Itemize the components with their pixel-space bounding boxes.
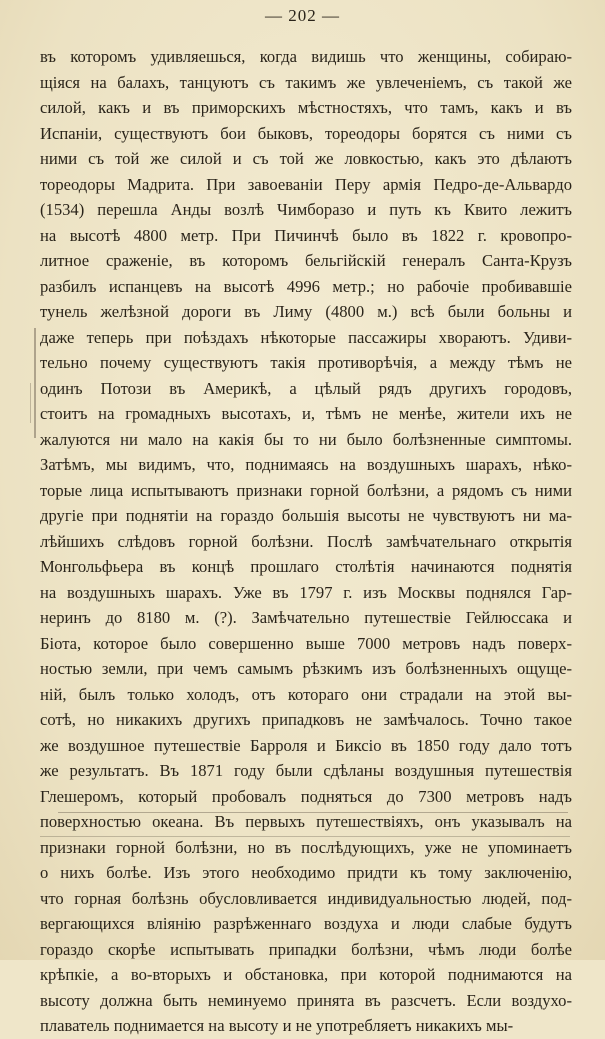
margin-pencil-mark-secondary bbox=[30, 383, 31, 423]
text-line: крѣпкіе, а во-вторыхъ и обстановка, при которой поднимаются на bbox=[40, 965, 572, 984]
text-line: признаки горной болѣзни, но въ послѣдующихъ, уже не упоминаетъ bbox=[40, 837, 572, 857]
text-line: гораздо скорѣе испытывать припадки болѣзни, чѣмъ люди болѣе bbox=[40, 939, 572, 959]
text-line: лѣйшихъ слѣдовъ горной болѣзни. Послѣ замѣчательнаго открытія bbox=[40, 531, 572, 551]
text-line: Монгольфьера въ концѣ прошлаго столѣтія начинаются поднятія bbox=[40, 557, 572, 576]
text-line: что горная болѣзнь обусловливается индивидуальностью людей, под- bbox=[40, 888, 572, 908]
text-line: же результатъ. Въ 1871 году были сдѣланы воздушныя путешествія bbox=[40, 761, 572, 780]
text-line: Біота, которое было совершенно выше 7000 метровъ надъ поверх- bbox=[40, 633, 572, 653]
text-line: вергающихся вліянію разрѣженнаго воздуха и люди слабые будутъ bbox=[40, 914, 572, 933]
text-line: въ которомъ удивляешься, когда видишь что женщины, собираю- bbox=[40, 47, 572, 66]
text-line: жалуются ни мало на какія бы то ни было болѣзненные симптомы. bbox=[40, 429, 572, 449]
text-line: же воздушное путешествіе Барроля и Биксіо въ 1850 году дало тотъ bbox=[40, 735, 572, 755]
text-line: другіе при поднятіи на гораздо большія высоты не чувствуютъ ни ма- bbox=[40, 506, 572, 525]
text-line: на воздушныхъ шарахъ. Уже въ 1797 г. изъ Москвы поднялся Гар- bbox=[40, 582, 572, 602]
text-line: неринъ до 8180 м. (?). Замѣчательно путешествіе Гейлюссака и bbox=[40, 608, 572, 627]
text-line: ними съ той же силой и съ той же ловкостью, какъ это дѣлаютъ bbox=[40, 149, 572, 168]
text-line: сотѣ, но никакихъ другихъ припадковъ не замѣчалось. Точно такое bbox=[40, 710, 572, 729]
text-line: разбилъ испанцевъ на высотѣ 4996 метр.; но рабочіе пробивавшіе bbox=[40, 276, 572, 296]
text-line: одинъ Потози въ Америкѣ, а цѣлый рядъ другихъ городовъ, bbox=[40, 378, 572, 398]
text-line: тельно почему существуютъ такія противорѣчія, а между тѣмъ не bbox=[40, 353, 572, 372]
text-line: даже теперь при поѣздахъ нѣкоторые пассажиры хвораютъ. Удиви- bbox=[40, 327, 572, 347]
text-line: (1534) перешла Анды возлѣ Чимборазо и путь къ Квито лежитъ bbox=[40, 200, 572, 219]
body-text bbox=[40, 44, 572, 1039]
text-line: литное сраженіе, въ которомъ бельгійскій генералъ Санта-Крузъ bbox=[40, 251, 572, 270]
margin-pencil-mark bbox=[34, 328, 36, 438]
text-line: поверхностью океана. Въ первыхъ путешествіяхъ, онъ указывалъ на bbox=[40, 812, 572, 831]
text-line: щіяся на балахъ, танцуютъ съ такимъ же увлеченіемъ, съ такой же bbox=[40, 72, 572, 92]
text-line: торые лица испытываютъ признаки горной болѣзни, а рядомъ съ ними bbox=[40, 480, 572, 500]
text-line: высоту должна быть неминуемо принята въ разсчетъ. Если воздухо- bbox=[40, 990, 572, 1010]
text-line: о нихъ болѣе. Изъ этого необходимо придти къ тому заключенію, bbox=[40, 863, 572, 882]
page-number: — 202 — bbox=[265, 6, 340, 25]
text-line: силой, какъ и въ приморскихъ мѣстностяхъ, что тамъ, какъ и въ bbox=[40, 98, 572, 117]
text-line: плаватель поднимается на высоту и не употребляетъ никакихъ мы- bbox=[40, 1016, 514, 1035]
text-line: на высотѣ 4800 метр. При Пичинчѣ было въ 1822 г. кровопро- bbox=[40, 225, 572, 245]
text-line: ній, былъ только холодъ, отъ котораго они страдали на этой вы- bbox=[40, 684, 572, 704]
text-line: тунель желѣзной дороги въ Лиму (4800 м.) всѣ были больны и bbox=[40, 302, 572, 321]
text-line: Глешеромъ, который пробовалъ подняться до 7300 метровъ надъ bbox=[40, 786, 572, 806]
text-line: Затѣмъ, мы видимъ, что, поднимаясь на воздушныхъ шарахъ, нѣко- bbox=[40, 455, 572, 474]
text-line: тореодоры Мадрита. При завоеваніи Перу армія Педро-де-Альвардо bbox=[40, 174, 572, 194]
text-line: стоитъ на громадныхъ высотахъ, и, тѣмъ не менѣе, жители ихъ не bbox=[40, 404, 572, 423]
text-line: ностью земли, при чемъ самымъ рѣзкимъ изъ болѣзненныхъ ощуще- bbox=[40, 659, 572, 678]
text-line: Испаніи, существуютъ бои быковъ, тореодоры борятся съ ними съ bbox=[40, 123, 572, 143]
